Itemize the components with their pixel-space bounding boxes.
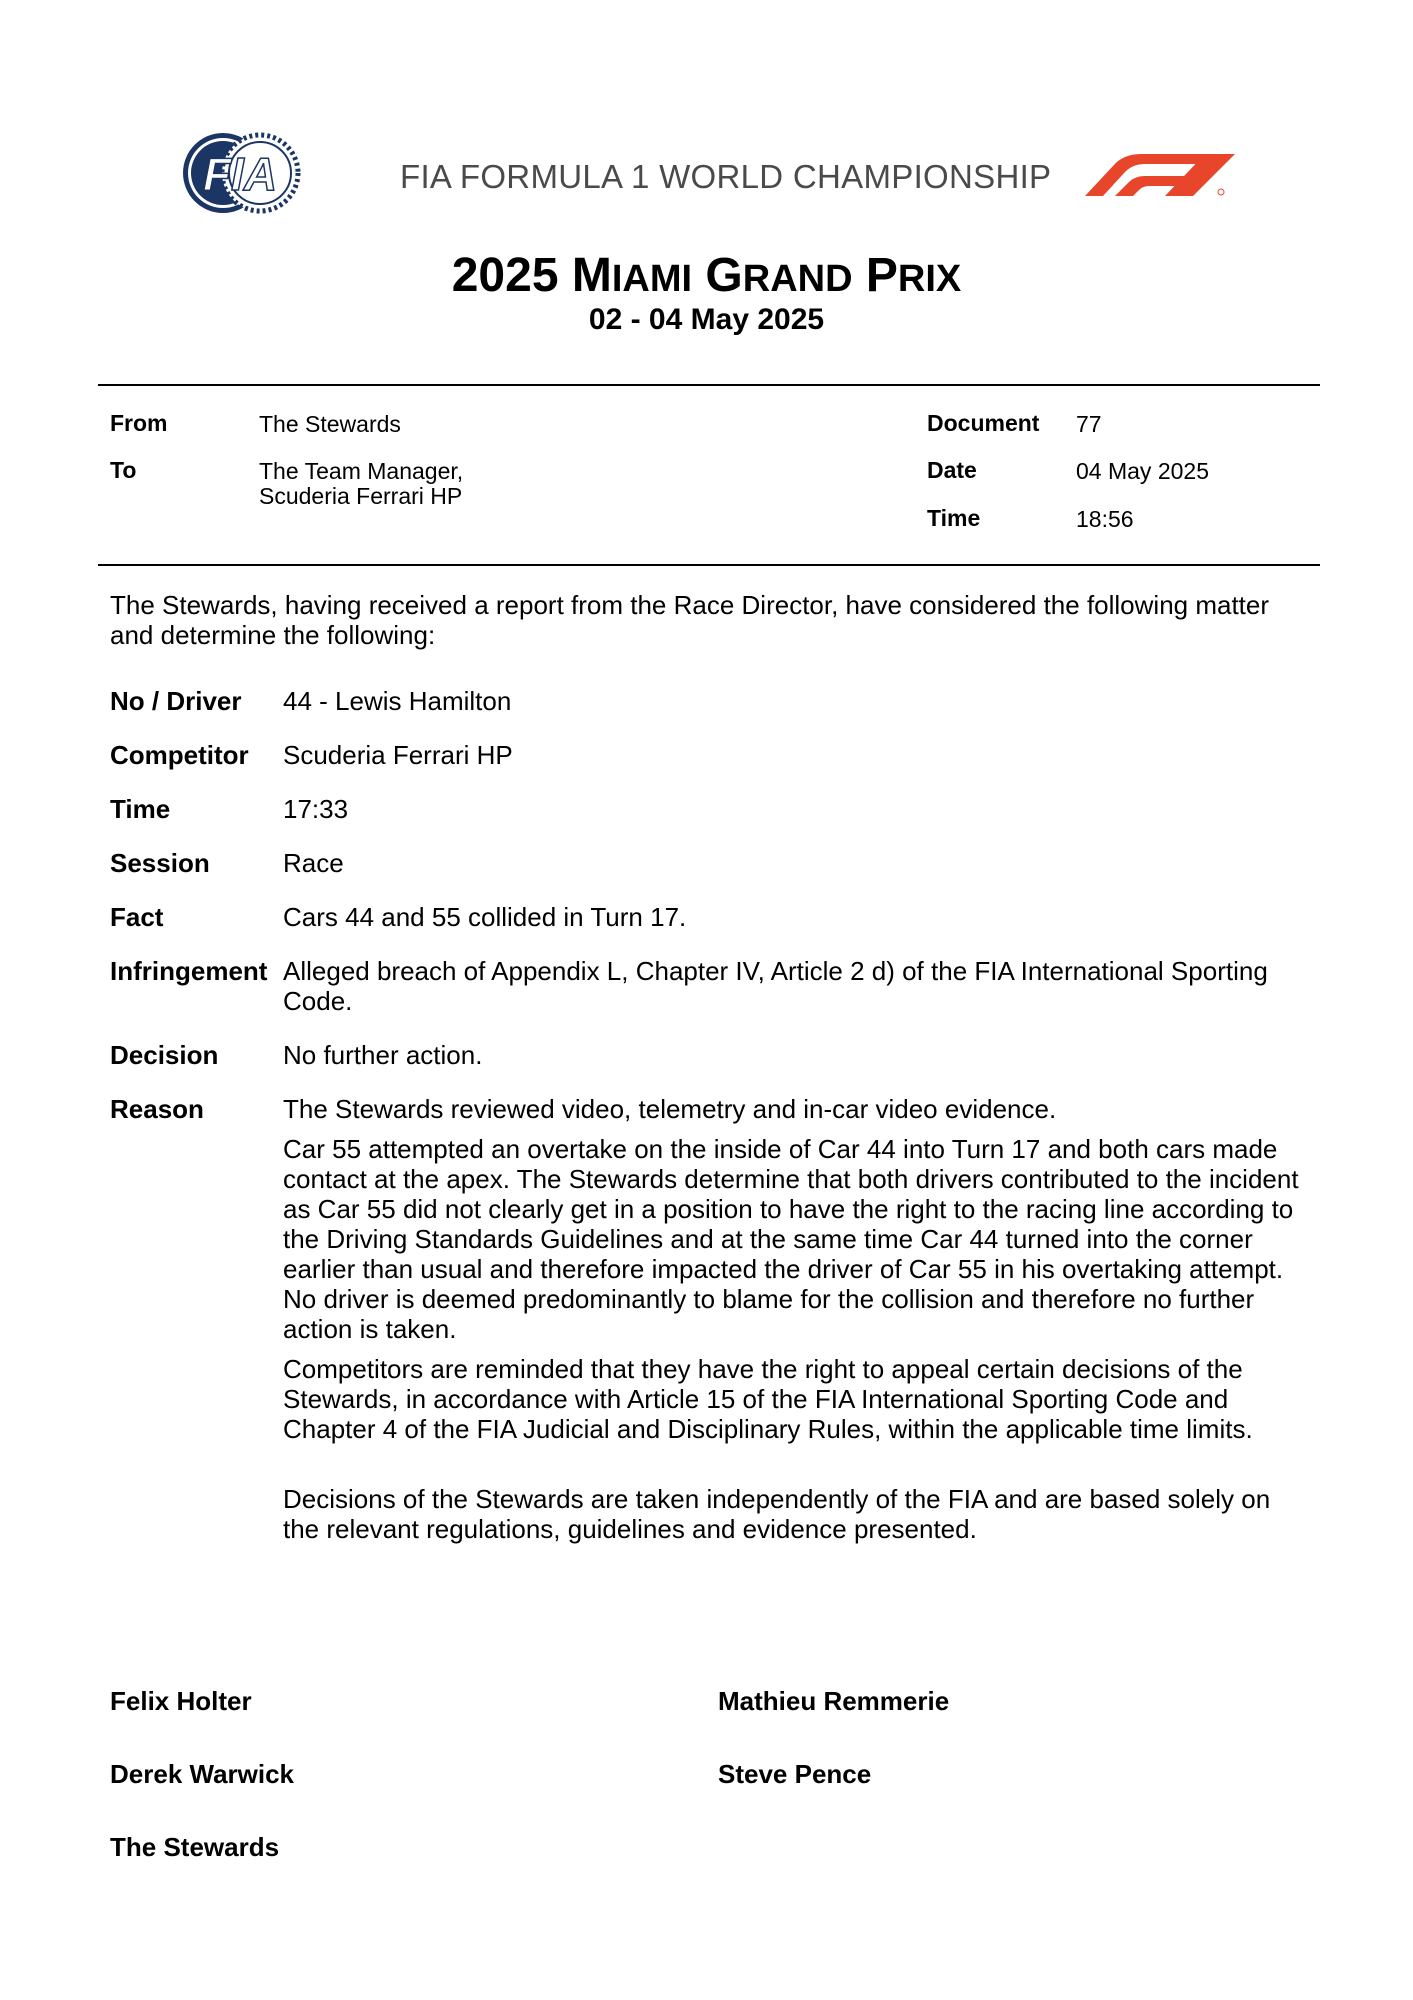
time-value: 18:56 bbox=[1076, 506, 1134, 532]
to-label: To bbox=[110, 457, 137, 483]
time-row-value: 17:33 bbox=[283, 794, 349, 824]
session-value: Race bbox=[283, 848, 344, 878]
event-title-rand: RAND bbox=[742, 258, 853, 300]
event-title-iami: IAMI bbox=[611, 258, 693, 300]
infringement-label: Infringement bbox=[110, 956, 268, 986]
steward-mathieu-remmerie: Mathieu Remmerie bbox=[718, 1686, 950, 1716]
reason-paragraph-4: Decisions of the Stewards are taken independently of the FIA and are based solely on the relevant regulations, guidelines and evidence presented. bbox=[283, 1484, 1271, 1544]
reason-paragraph-2: Car 55 attempted an overtake on the inside of Car 44 into Turn 17 and both cars made contact at the apex. The Stewards determine that both drivers contributed to the incident as Car 55 did not clearly get in a position to have the right to the racing line according to the Driving Standards Guidelines and at the same time Car 44 turned into the corner earlier than usual and therefore impacted the driver of Car 55 in his overtaking attempt. No driver is deemed predominantly to blame for the collision and therefore no further action is taken. bbox=[283, 1134, 1299, 1344]
reason-label: Reason bbox=[110, 1094, 204, 1124]
steward-felix-holter: Felix Holter bbox=[110, 1686, 252, 1716]
time-row-label: Time bbox=[110, 794, 171, 824]
reason-paragraph-1: The Stewards reviewed video, telemetry and in-car video evidence. bbox=[283, 1094, 1057, 1124]
f1-logo bbox=[1065, 150, 1237, 198]
event-title-p: P bbox=[865, 249, 898, 302]
decision-value: No further action. bbox=[283, 1040, 483, 1070]
steward-derek-warwick: Derek Warwick bbox=[110, 1759, 295, 1789]
to-value-line1: The Team Manager, bbox=[259, 458, 464, 484]
driver-label: No / Driver bbox=[110, 686, 242, 716]
steward-steve-pence: Steve Pence bbox=[718, 1759, 872, 1789]
driver-value: 44 - Lewis Hamilton bbox=[283, 686, 512, 716]
from-label: From bbox=[110, 410, 168, 436]
document-value: 77 bbox=[1076, 411, 1102, 437]
event-dates: 02 - 04 May 2025 bbox=[588, 303, 825, 336]
date-value: 04 May 2025 bbox=[1076, 458, 1209, 484]
fact-label: Fact bbox=[110, 902, 164, 932]
to-value bbox=[259, 459, 463, 509]
intro-text: The Stewards, having received a report from the Race Director, have considered the following matter and determine the following: bbox=[110, 590, 1270, 650]
championship-title: FIA FORMULA 1 WORLD CHAMPIONSHIP bbox=[400, 158, 1052, 195]
top-divider bbox=[98, 384, 1320, 386]
from-value: The Stewards bbox=[259, 411, 401, 437]
event-title-year: 2025 bbox=[451, 249, 559, 302]
competitor-value: Scuderia Ferrari HP bbox=[283, 740, 513, 770]
date-label: Date bbox=[927, 457, 977, 483]
reason-paragraph-3: Competitors are reminded that they have the right to appeal certain decisions of the Stewards, in accordance with Article 15 of the FIA International Sporting Code and Chapter 4 of the FIA Judicial and Disciplinary Rules, within the applicable time limits. bbox=[283, 1354, 1253, 1444]
competitor-label: Competitor bbox=[110, 740, 249, 770]
document-label: Document bbox=[927, 410, 1040, 436]
fia-logo bbox=[180, 130, 302, 216]
decision-label: Decision bbox=[110, 1040, 219, 1070]
to-value-line2: Scuderia Ferrari HP bbox=[259, 483, 463, 509]
event-title-rix: RIX bbox=[897, 258, 962, 300]
event-title bbox=[0, 248, 1413, 307]
infringement-value: Alleged breach of Appendix L, Chapter IV, Article 2 d) of the FIA International Sporting Code. bbox=[283, 956, 1268, 1016]
signature-footer: The Stewards bbox=[110, 1832, 280, 1862]
reason-value bbox=[283, 1094, 1303, 1554]
event-title-g: G bbox=[705, 249, 743, 302]
time-label: Time bbox=[927, 505, 981, 531]
bottom-divider bbox=[98, 564, 1320, 566]
event-title-m: M bbox=[571, 249, 612, 302]
fia-logo-text: FIA bbox=[202, 148, 278, 200]
session-label: Session bbox=[110, 848, 210, 878]
fact-value: Cars 44 and 55 collided in Turn 17. bbox=[283, 902, 687, 932]
